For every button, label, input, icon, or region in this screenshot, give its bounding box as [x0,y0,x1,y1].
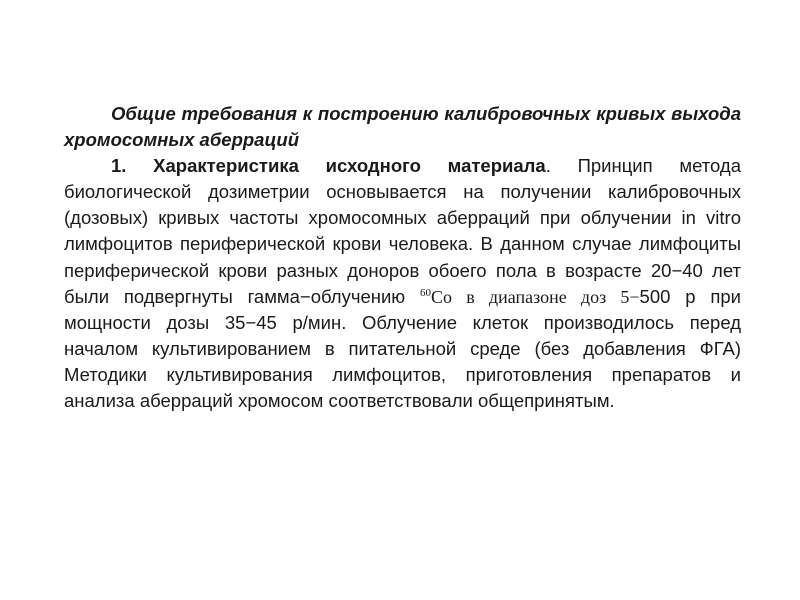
paragraph-text-end: 500 р при мощности дозы 35−45 р/мин. Облучение клеток производилось перед началом культивированием в питательной среде (без добавления ФГА) Методики культивирования лимфоцитов, приготовления препаратов и анализа аберраций хромосом соответствовали общепринятым. [64,285,742,412]
isotope-mass-number: 60 [420,286,432,299]
section-heading: Общие требования к построению калибровочных кривых выхода хромосомных аберраций [64,103,741,151]
document-text-block [64,101,741,414]
body-paragraph [64,153,741,414]
paragraph-title: 1. Характеристика исходного материала [111,155,546,177]
isotope-dose-range: Со в диапазоне доз 5− [431,286,640,307]
paragraph-text-start: . Принцип метода биологической дозиметрии основывается на получении калибровочных (дозовых) кривых частоты хромосомных аберраций при облучении in vitro лимфоцитов периферической крови человека. В данном случае лимфоциты периферической крови разных доноров обоего пола в возрасте 20−40 лет были подвергнуты гамма−облучению [64,155,741,307]
